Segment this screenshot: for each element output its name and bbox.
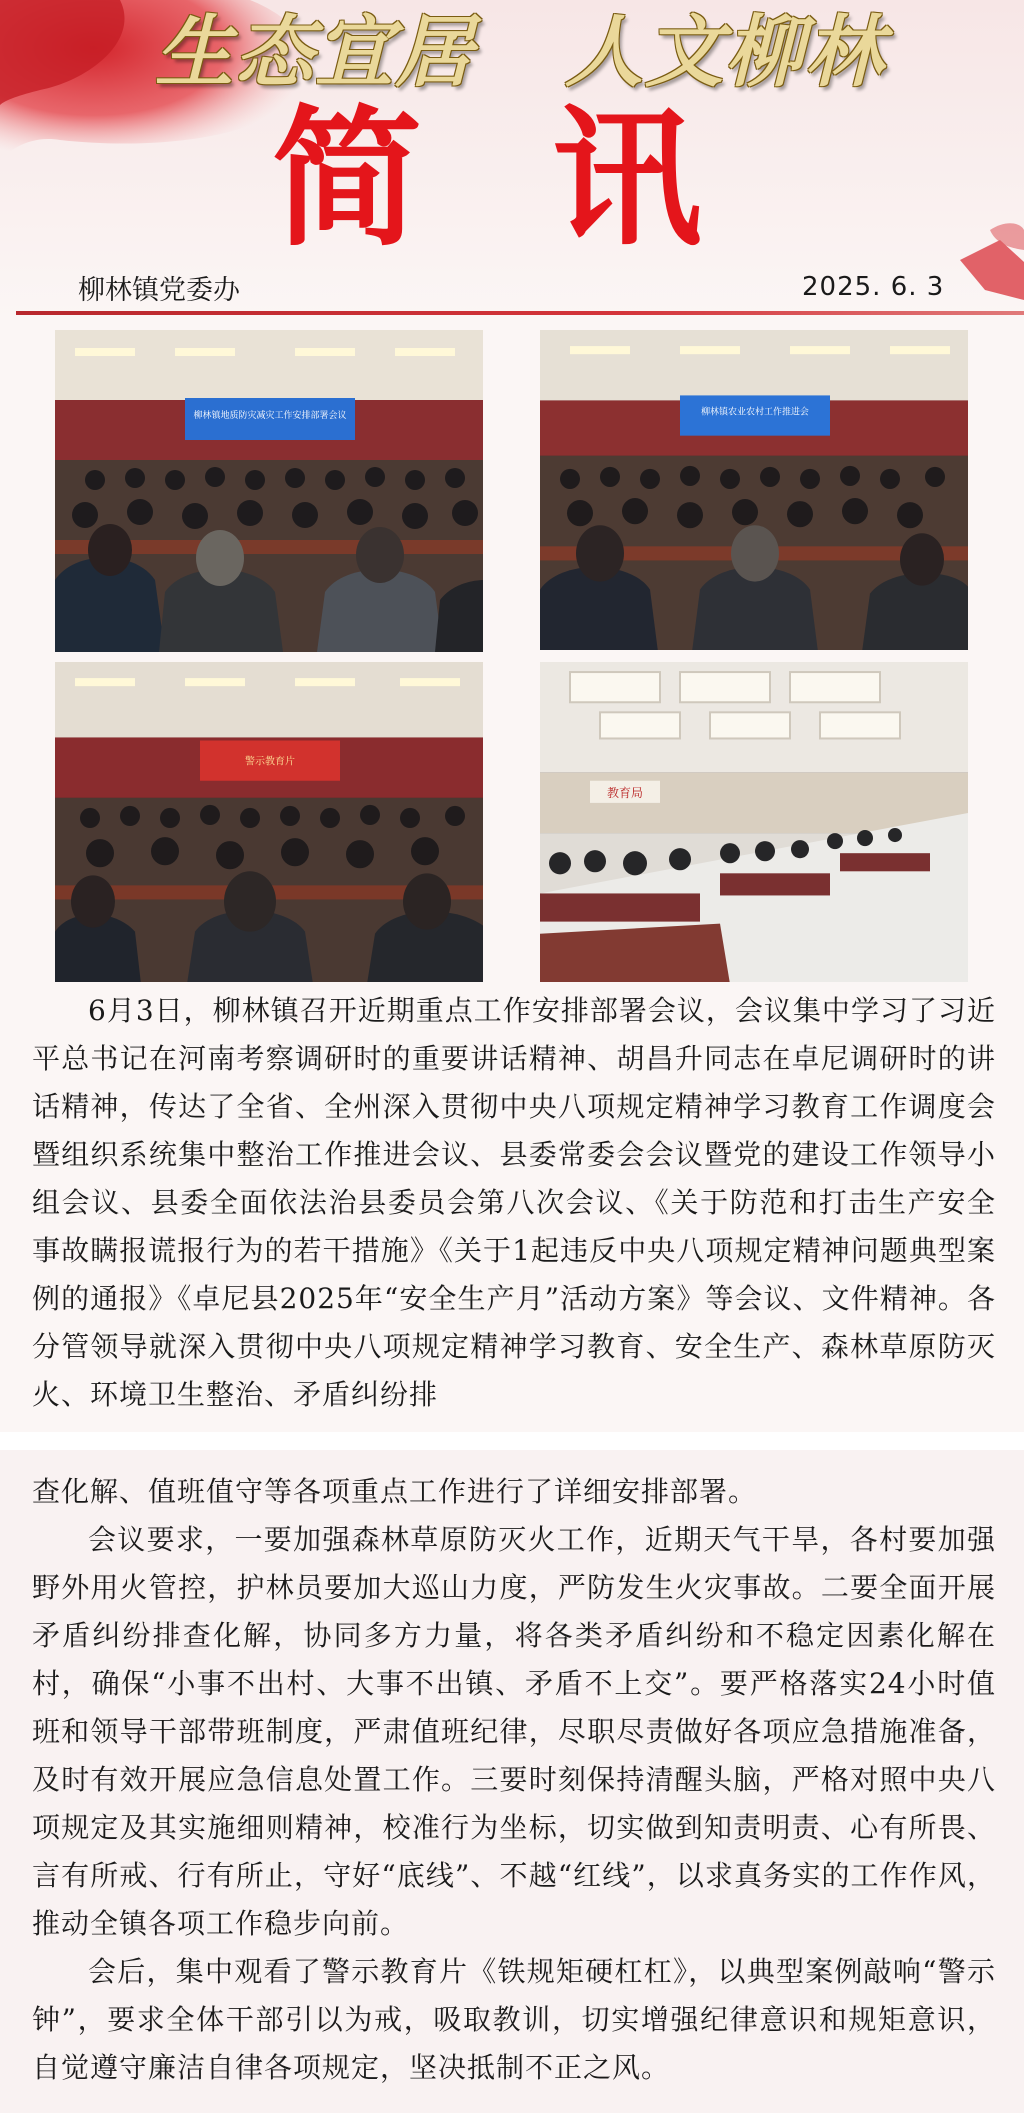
meeting-photo-4 xyxy=(540,662,968,982)
meeting-photo-3 xyxy=(55,662,483,982)
slogan-left: 生态宜居 xyxy=(155,7,476,98)
meeting-photo-2 xyxy=(540,330,968,650)
article-paragraph-3: 会后，集中观看了警示教育片《铁规矩硬杠杠》，以典型案例敲响“警示钟”，要求全体干部引以为戒，吸取教训，切实增强纪律意识和规矩意识，自觉遵守廉洁自律各项规定，坚决抵制不正之风。 xyxy=(32,1955,996,2084)
article-paragraph-1-continued: 查化解、值班值守等各项重点工作进行了详细安排部署。 xyxy=(32,1475,758,1508)
slogan-right: 人文柳林 xyxy=(565,7,886,98)
slogan xyxy=(0,0,1024,100)
masthead-title: 简讯 xyxy=(271,93,832,267)
article-body-part-1 xyxy=(32,987,996,1419)
issue-date: 2025. 6. 3 xyxy=(802,272,945,302)
header-rule xyxy=(16,311,1024,315)
article-paragraph-1: 6月3日，柳林镇召开近期重点工作安排部署会议，会议集中学习了习近平总书记在河南考察调研时的重要讲话精神、胡昌升同志在卓尼调研时的讲话精神，传达了全省、全州深入贯彻中央八项规定精神学习教育工作调度会暨组织系统集中整治工作推进会议、县委常委会会议暨党的建设工作领导小组会议、县委全面依法治县委员会第八次会议、《关于防范和打击生产安全事故瞒报谎报行为的若干措施》《关于1起违反中央八项规定精神问题典型案例的通报》《卓尼县2025年“安全生产月”活动方案》等会议、文件精神。各分管领导就深入贯彻中央八项规定精神学习教育、安全生产、森林草原防灭火、环境卫生整治、矛盾纠纷排 xyxy=(32,994,996,1411)
article-paragraph-2: 会议要求，一要加强森林草原防灭火工作，近期天气干旱，各村要加强野外用火管控，护林员要加大巡山力度，严防发生火灾事故。二要全面开展矛盾纠纷排查化解，协同多方力量，将各类矛盾纠纷和不稳定因素化解在村，确保“小事不出村、大事不出镇、矛盾不上交”。要严格落实24小时值班和领导干部带班制度，严肃值班纪律，尽职尽责做好各项应急措施准备，及时有效开展应急信息处置工作。三要时刻保持清醒头脑，严格对照中央八项规定及其实施细则精神，校准行为坐标，切实做到知责明责、心有所畏、言有所戒、行有所止，守好“底线”、不越“红线”，以求真务实的工作作风，推动全镇各项工作稳步向前。 xyxy=(32,1523,996,1940)
photo-4-wall-text: 教育局 xyxy=(607,785,643,800)
meeting-photo-1 xyxy=(55,330,483,652)
photo-2-screen-text: 柳林镇农业农村工作推进会 xyxy=(701,407,809,418)
photo-1-screen-text: 柳林镇地质防灾减灾工作安排部署会议 xyxy=(193,411,347,421)
photo-3-screen-text: 警示教育片 xyxy=(245,756,295,768)
issuer: 柳林镇党委办 xyxy=(78,275,240,306)
article-body-part-2 xyxy=(32,1468,996,2092)
page-separator xyxy=(0,1432,1024,1450)
